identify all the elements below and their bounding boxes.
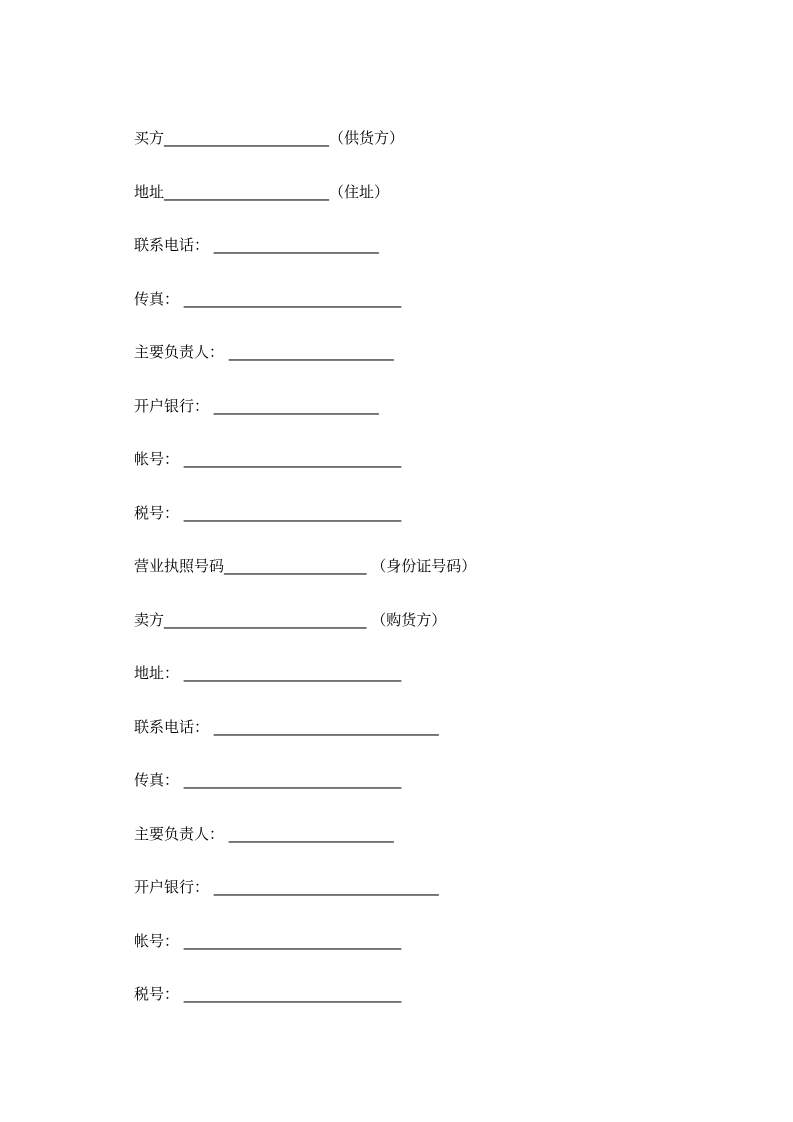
blank-line: ______________________________ — [213, 717, 439, 736]
blank-line: ______________________________ — [213, 878, 439, 896]
field-label: 主要负责人： — [134, 343, 229, 361]
line-seller-principal — [134, 808, 753, 862]
field-label: 帐号： — [134, 450, 184, 468]
field-label: 联系电话： — [134, 236, 214, 254]
blank-line: ______________________ — [213, 396, 379, 415]
blank-line: ______________________ — [228, 824, 394, 843]
field-note: （住址） — [329, 182, 390, 201]
line-buyer — [134, 112, 753, 166]
blank-line: ______________________ — [213, 236, 379, 254]
field-note: （购货方） — [366, 610, 447, 629]
line-seller-bank — [134, 861, 753, 915]
field-label: 主要负责人： — [134, 824, 229, 843]
line-business-license-no — [134, 540, 753, 594]
blank-line: _____________________________ — [183, 503, 402, 522]
blank-line: ______________________ — [164, 182, 330, 201]
blank-line: _____________________________ — [183, 664, 402, 682]
blank-line: _____________________________ — [183, 450, 402, 468]
blank-line: ______________________ — [164, 129, 330, 147]
blank-line: _____________________________ — [183, 289, 402, 308]
field-note: （供货方） — [329, 129, 405, 147]
field-label: 传真： — [134, 289, 184, 308]
blank-line: _____________________________ — [183, 931, 402, 950]
field-label: 开户银行： — [134, 396, 214, 415]
blank-line: _____________________________ — [183, 985, 402, 1003]
line-buyer-principal — [134, 326, 753, 380]
field-note: （身份证号码） — [366, 557, 477, 575]
field-label: 帐号： — [134, 931, 184, 950]
line-buyer-account — [134, 433, 753, 487]
field-label: 卖方 — [134, 610, 165, 629]
field-label: 传真： — [134, 771, 184, 789]
field-label: 税号： — [134, 503, 184, 522]
blank-line: ___________________ — [224, 557, 367, 575]
line-buyer-bank — [134, 380, 753, 434]
field-label: 税号： — [134, 985, 184, 1003]
line-buyer-fax — [134, 273, 753, 327]
field-label: 地址： — [134, 664, 184, 682]
line-seller — [134, 594, 753, 648]
line-seller-fax — [134, 754, 753, 808]
field-label: 地址 — [134, 182, 165, 201]
field-label: 开户银行： — [134, 878, 214, 896]
field-label: 营业执照号码 — [134, 557, 225, 575]
line-buyer-phone — [134, 219, 753, 273]
blank-line: ______________________ — [228, 343, 394, 361]
line-seller-tax-no — [134, 968, 753, 1022]
blank-line: ___________________________ — [164, 610, 367, 629]
line-seller-phone — [134, 701, 753, 755]
line-buyer-address — [134, 166, 753, 220]
field-label: 联系电话： — [134, 717, 214, 736]
blank-line: _____________________________ — [183, 771, 402, 789]
line-seller-account — [134, 915, 753, 969]
field-label: 买方 — [134, 129, 165, 147]
line-buyer-tax-no — [134, 487, 753, 541]
line-seller-address — [134, 647, 753, 701]
